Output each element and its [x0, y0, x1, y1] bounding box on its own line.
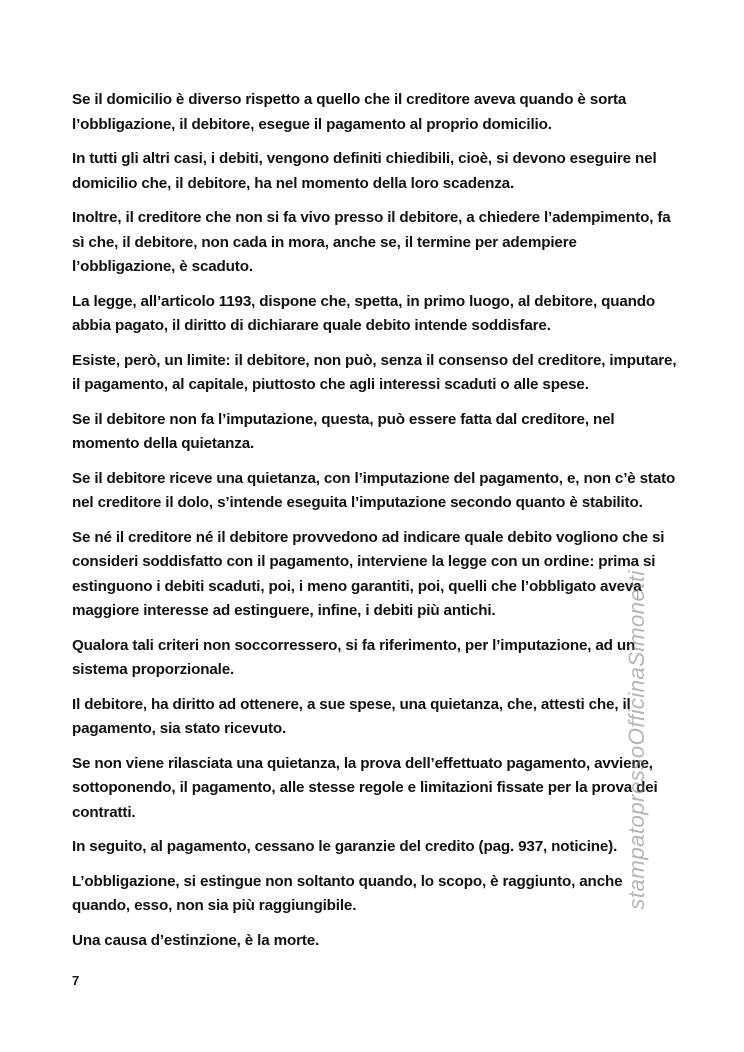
- paragraph: In tutti gli altri casi, i debiti, vengono definiti chiedibili, cioè, si devono eseguire nel domicilio che, il debitore, ha nel momento della loro scadenza.: [72, 150, 657, 192]
- paragraph: In seguito, al pagamento, cessano le garanzie del credito (pag. 937, noticine).: [72, 838, 618, 855]
- paragraph: Inoltre, il creditore che non si fa vivo presso il debitore, a chiedere l’adempimento, fa sì che, il debitore, non cada in mora, anche se, il termine per adempiere l’obbligazione, è scaduto.: [72, 209, 671, 275]
- watermark-text: stampatopressoOfficinaSimonetti: [624, 570, 649, 910]
- paragraph: Se il domicilio è diverso rispetto a quello che il creditore aveva quando è sorta l’obbligazione, il debitore, esegue il pagamento al proprio domicilio.: [72, 91, 627, 133]
- paragraph: Se il debitore riceve una quietanza, con l’imputazione del pagamento, e, non c’è stato nel creditore il dolo, s’intende eseguita l’imputazione secondo quanto è stabilito.: [72, 469, 676, 511]
- paragraph: Esiste, però, un limite: il debitore, non può, senza il consenso del creditore, imputare, il pagamento, al capitale, piuttosto che agli interessi scaduti o alle spese.: [72, 351, 677, 393]
- paragraph: Una causa d’estinzione, è la morte.: [72, 931, 320, 949]
- page-number: 7: [72, 973, 80, 988]
- paragraph: La legge, all’articolo 1193, dispone che, spetta, in primo luogo, al debitore, quando abbia pagato, il diritto di dichiarare quale debito intende soddisfare.: [72, 292, 656, 334]
- paragraph: Se non viene rilasciata una quietanza, la prova dell’effettuato pagamento, avviene, sottoponendo, il pagamento, alle stesse regole e limitazioni fissate per la prova dei contratti.: [72, 754, 658, 821]
- paragraph: L’obbligazione, si estingue non soltanto quando, lo scopo, è raggiunto, anche quando, esso, non sia più raggiungibile.: [72, 872, 623, 914]
- paragraph: Qualora tali criteri non soccorressero, si fa riferimento, per l’imputazione, ad un sistema proporzionale.: [72, 636, 636, 678]
- document-body: [72, 88, 678, 963]
- paragraph: Se né il creditore né il debitore provvedono ad indicare quale debito vogliono che si consideri soddisfatto con il pagamento, interviene la legge con un ordine: prima si estinguono i debiti scaduti, poi, i meno garantiti, poi, quelli che l’obbligato aveva maggiore interesse ad estinguere, infine, i debiti più antichi.: [72, 528, 665, 619]
- paragraph: Se il debitore non fa l’imputazione, questa, può essere fatta dal creditore, nel momento della quietanza.: [72, 410, 615, 452]
- paragraph: Il debitore, ha diritto ad ottenere, a sue spese, una quietanza, che, attesti che, il pagamento, sia stato ricevuto.: [72, 695, 631, 737]
